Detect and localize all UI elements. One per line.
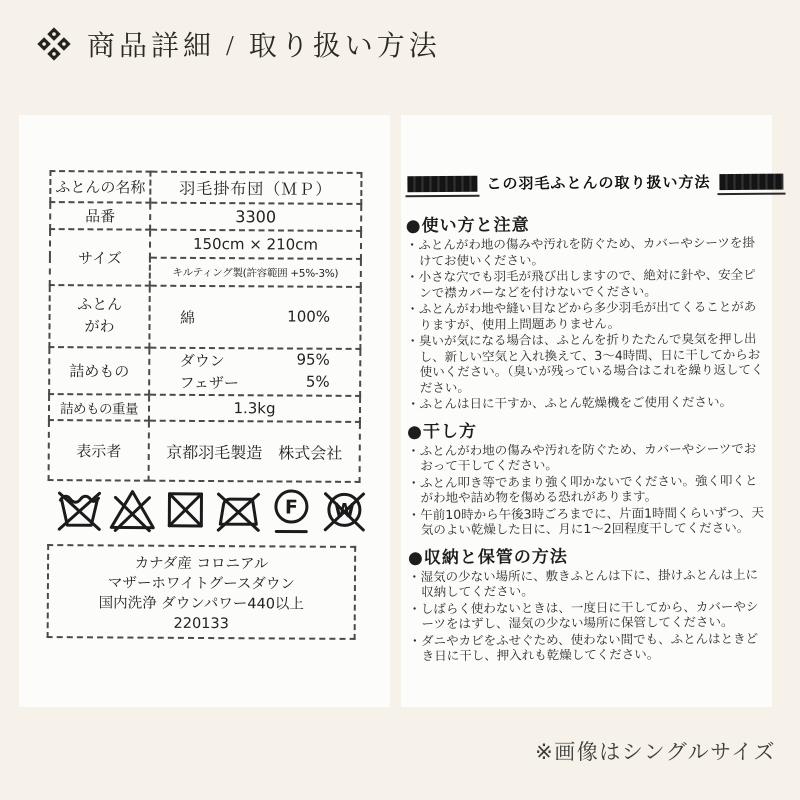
spec-value-size-note: キルティング製(許容範囲 +5%-3%)	[150, 258, 361, 287]
care-instruction-item: ・ふとん叩き等であまり強く叩かないでください。強く叩くとがわ地や詰め物を傷める恐れがあります。	[407, 472, 758, 506]
wet-clean-letter: W	[333, 499, 355, 522]
footer-note: ※画像はシングルサイズ	[535, 740, 776, 764]
care-instruction-item: ・小さな穴でも羽毛が飛び出しますので、絶対に針や、安全ピンで襟カバーなどを付けないでください。	[406, 266, 756, 300]
do-not-tumble-dry-icon	[161, 484, 209, 536]
care-section-heading: ●使い方と注意	[405, 215, 530, 237]
spec-row-size	[50, 229, 361, 259]
four-diamonds-crest-icon	[36, 26, 72, 62]
spec-value-size: 150cm × 210cm	[150, 230, 361, 259]
care-instruction-item: ・臭いが気になる場合は、ふとんを折りたたんで臭気を押し出し、新しい空気と入れ換えて、3～4時間、日に干してからお使いください。（臭いが残っている場合はこれを繰り返してください。	[406, 330, 764, 395]
origin-box	[47, 544, 357, 640]
origin-line: 国内洗浄 ダウンパワー440以上	[98, 595, 305, 613]
dry-clean-f-icon	[267, 484, 315, 536]
spec-row-shell	[49, 285, 360, 349]
page-title: 商品詳細 / 取り扱い方法	[87, 31, 441, 62]
spec-value-code: 3300	[150, 203, 361, 231]
spec-value-weight: 1.3kg	[149, 395, 360, 422]
care-instruction-item: ・ふとんがわ地の傷みや汚れを防ぐため、カバーやシーツでおおって干してください。	[407, 440, 757, 474]
care-item-list	[408, 566, 767, 663]
care-label-panel	[401, 115, 772, 707]
shell-material: 綿	[180, 308, 196, 327]
do-not-iron-icon	[214, 484, 262, 536]
spec-value-maker: 京都羽毛製造 株式会社	[149, 421, 360, 482]
spec-header-size: サイズ	[50, 229, 150, 286]
care-instruction-item: ・ふとんがわ地の傷みや汚れを防ぐため、カバーやシーツを掛けてお使いください。	[405, 234, 755, 268]
care-title: この羽毛ふとんの取り扱い方法	[486, 173, 711, 193]
fill-value-1: 95%	[296, 350, 330, 369]
do-not-wash-icon	[55, 483, 103, 535]
care-instruction-item: ・ふとんがわ地や縫い目などから多少羽毛が出てくることがありますが、使用上問題ありません。	[406, 298, 757, 332]
title-bar-left-icon	[407, 175, 477, 191]
care-instruction-item: ・湿気の少ない場所に、敷きふとんは下に、掛けふとんは上に収納してください。	[408, 566, 759, 600]
spec-label-panel	[19, 115, 390, 707]
fill-name-1: ダウン	[179, 351, 225, 371]
spec-row-name	[50, 171, 361, 204]
origin-line: 220133	[173, 615, 229, 633]
origin-line: マザーホワイトグースダウン	[107, 575, 296, 593]
care-instruction-item: ・午前10時から午後3時ごろまでに、片面1時間くらいずつ、天気のよい乾燥した日に、月に1～2回程度干してください。	[407, 504, 765, 538]
spec-row-fill	[49, 347, 360, 396]
care-instruction-item: ・ダニやカビをふせぐため、使わない間でも、ふとんはときどき日に干し、押入れも乾燥してください。	[408, 630, 759, 664]
do-not-wet-clean-icon	[320, 485, 368, 537]
spec-row-weight	[49, 394, 360, 422]
care-instruction-item: ・ふとんは日に干すか、ふとん乾燥機をご使用ください。	[406, 393, 733, 412]
shell-percent: 100%	[287, 307, 331, 326]
care-body	[406, 204, 767, 666]
origin-line: カナダ産 コロニアル	[134, 555, 269, 573]
fill-value-2: 5%	[305, 372, 330, 391]
care-section-storage	[408, 540, 767, 663]
spec-header-code: 品番	[50, 202, 150, 230]
spec-value-name: 羽毛掛布団（ＭＰ）	[150, 172, 361, 204]
care-section-drying	[407, 414, 766, 537]
page-header	[36, 24, 441, 64]
care-section-heading: ●収納と保管の方法	[407, 546, 568, 568]
care-item-list	[406, 235, 765, 412]
spec-value-fill	[149, 348, 360, 396]
spec-header-shell: ふとん がわ	[49, 285, 149, 348]
spec-row-code	[50, 202, 361, 231]
title-bar-right-icon	[719, 173, 783, 189]
do-not-bleach-icon	[108, 483, 156, 535]
fill-name-2: フェザー	[179, 373, 239, 393]
care-instruction-item: ・しばらく使わないときは、一度日に干してから、カバーやシーツをはずし、湿気の少ない場所に保管してください。	[408, 598, 759, 632]
spec-row-maker	[49, 420, 360, 482]
care-symbols-row	[55, 483, 368, 537]
spec-header-maker: 表示者	[49, 420, 149, 481]
care-item-list	[407, 440, 766, 537]
spec-table	[48, 170, 363, 483]
care-section-usage	[406, 209, 765, 412]
spec-header-name: ふとんの名称	[50, 171, 150, 203]
spec-header-weight: 詰めもの重量	[49, 394, 149, 421]
spec-value-shell	[149, 286, 360, 349]
care-title-row	[407, 171, 759, 194]
dry-clean-letter: F	[284, 496, 298, 519]
spec-header-fill: 詰めもの	[49, 347, 149, 395]
care-section-heading: ●干し方	[407, 421, 478, 442]
